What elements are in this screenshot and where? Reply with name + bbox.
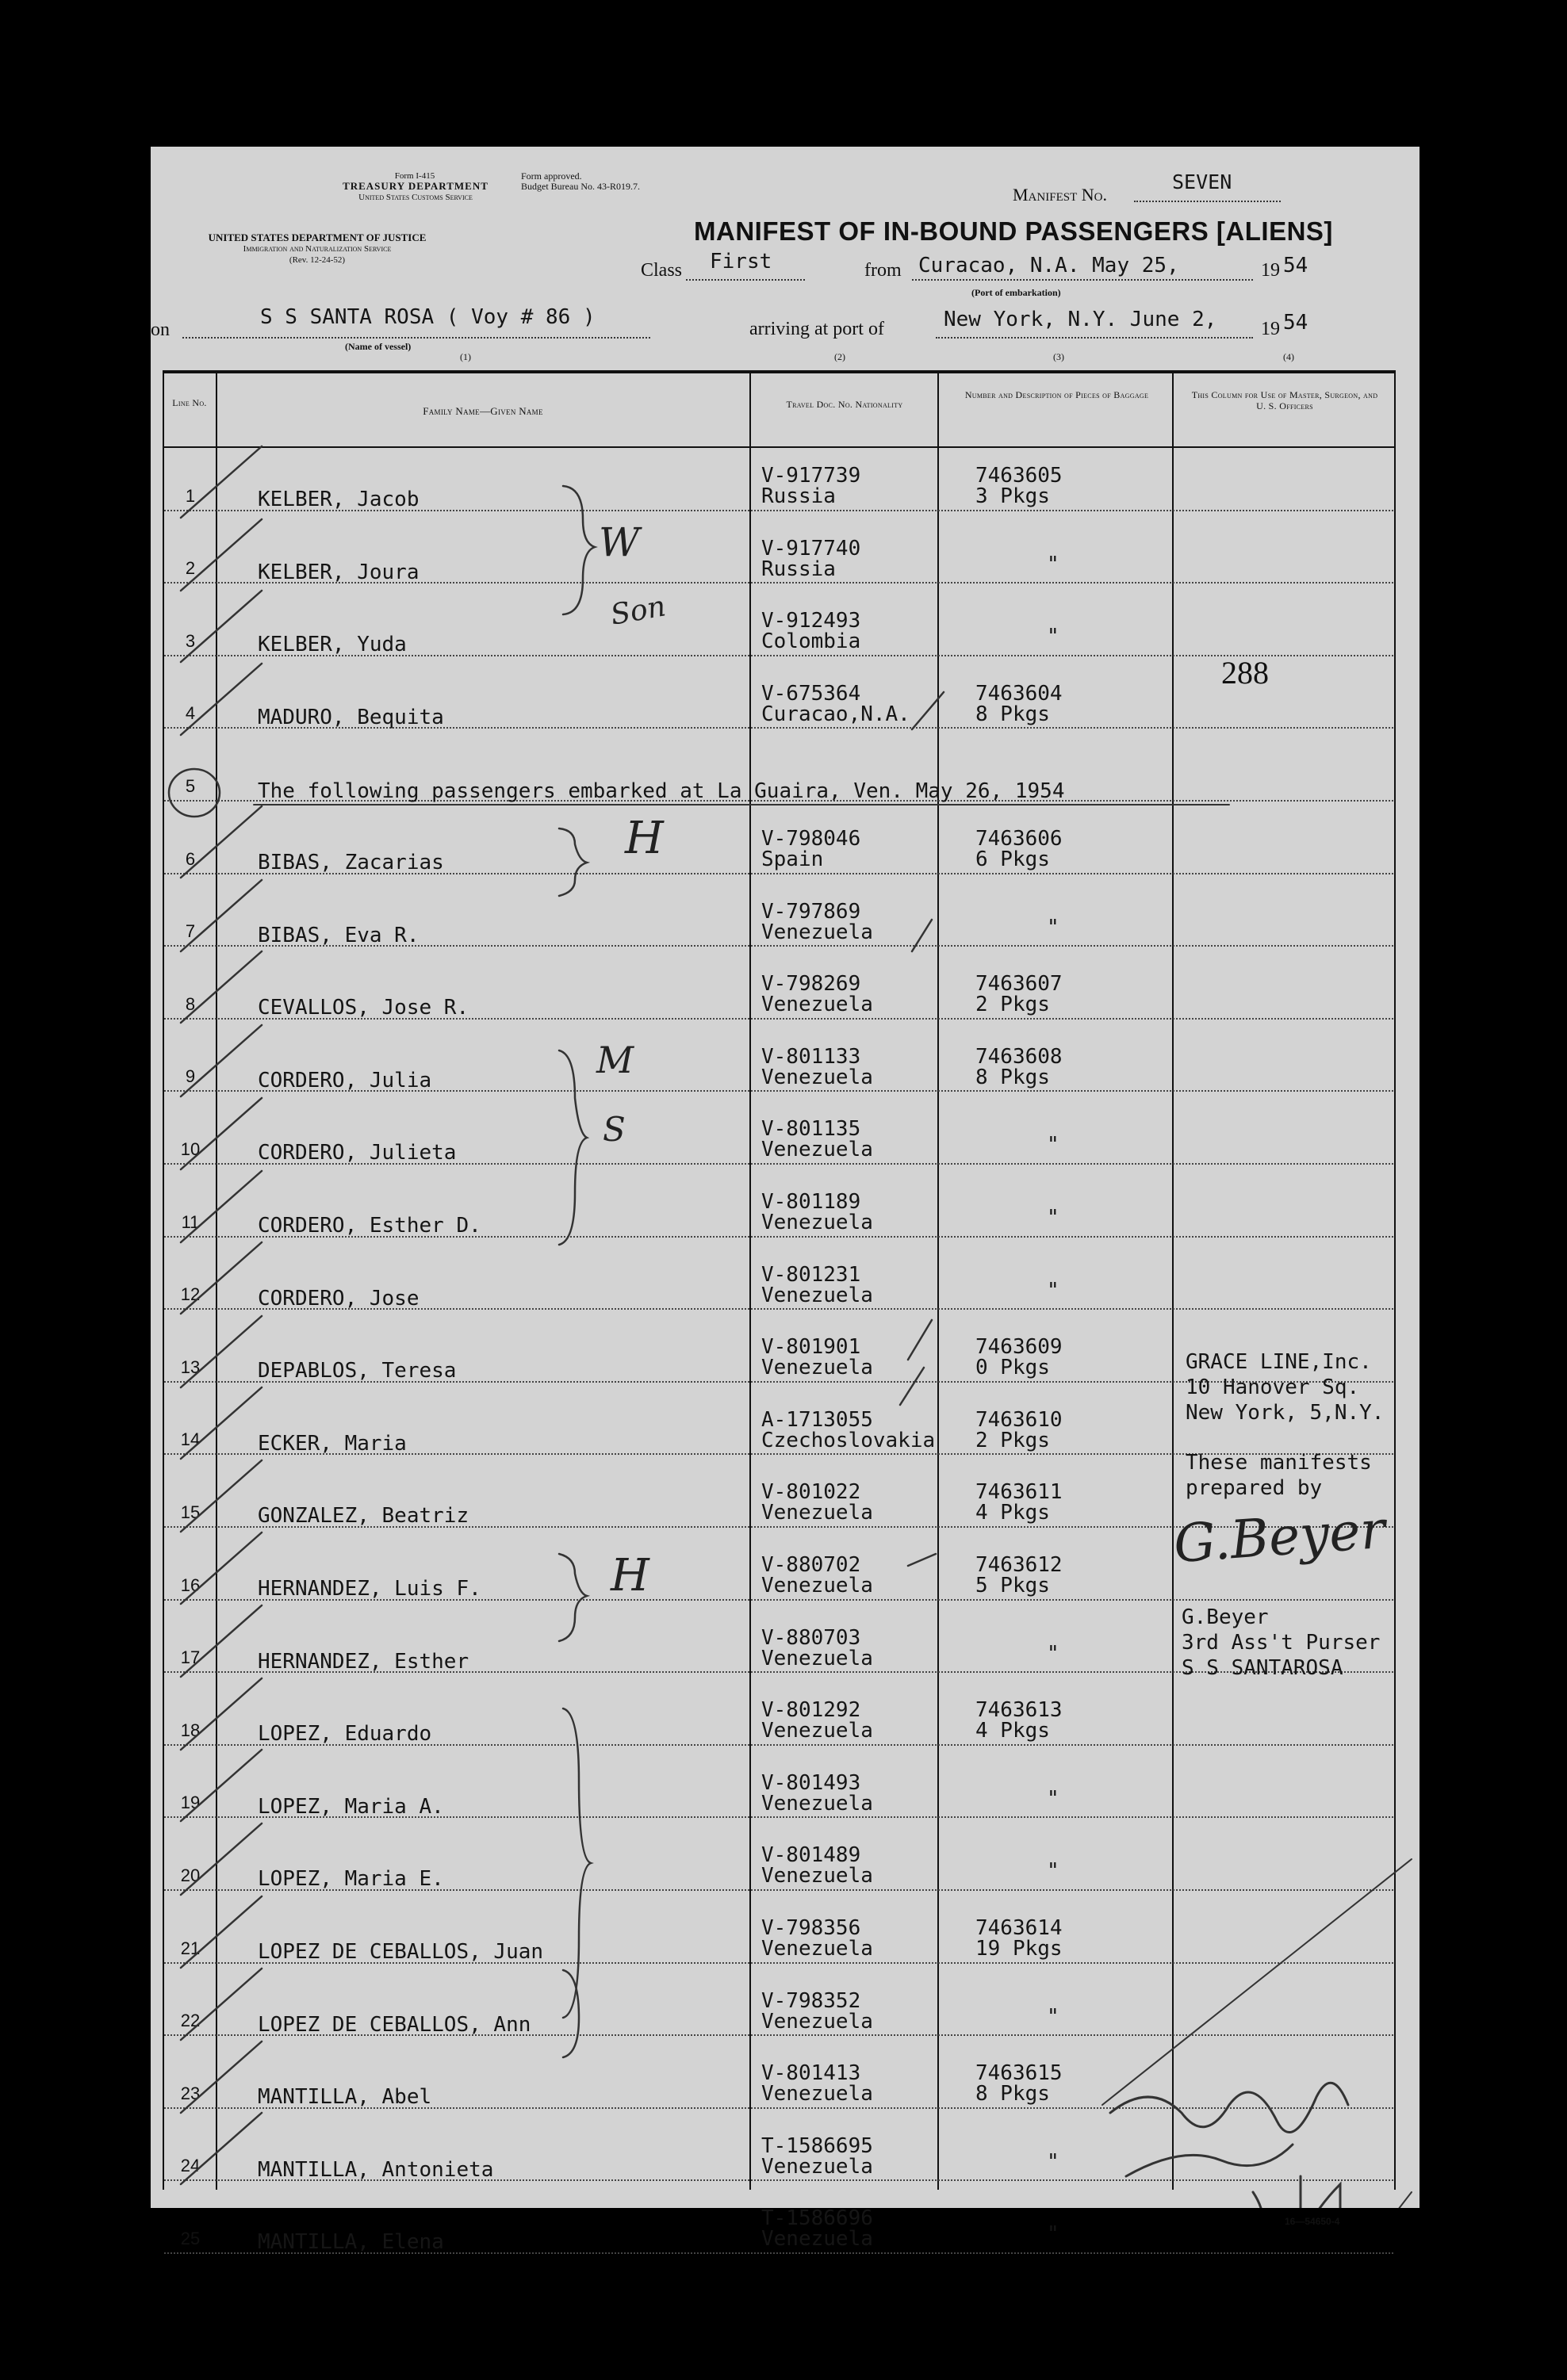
table-row-baggage-pieces: 6 Pkgs	[975, 848, 1050, 871]
table-row-line-number: 9	[185, 1066, 196, 1087]
table-row-doc: V-801413	[761, 2061, 861, 2086]
col-divider-line	[216, 370, 217, 2190]
table-row-nationality: Venezuela	[761, 1574, 873, 1598]
table-row-nationality: Czechoslovakia	[761, 1428, 936, 1452]
table-row-name: MANTILLA, Abel	[258, 2085, 432, 2110]
revision-label: (Rev. 12-24-52)	[289, 255, 346, 265]
table-row-nationality: Curacao,N.A.	[761, 702, 910, 726]
arriving-label: arriving at port of	[749, 319, 884, 339]
arrival-value: New York, N.Y. June 2,	[944, 308, 1217, 331]
table-row-line-number: 7	[185, 921, 196, 942]
table-row-line-number: 3	[185, 630, 196, 651]
table-row-baggage-pieces: 19 Pkgs	[975, 1937, 1063, 1961]
table-row-baggage-pieces: 2 Pkgs	[975, 1428, 1050, 1452]
table-row-doc: A-1713055	[761, 1407, 873, 1432]
table-row-name: CORDERO, Julieta	[258, 1141, 457, 1165]
table-row-baggage-pieces: 5 Pkgs	[975, 1574, 1050, 1598]
table-row-doc: V-798352	[761, 1988, 861, 2013]
signature: G.Beyer	[1171, 1498, 1388, 1575]
table-row-doc: V-801489	[761, 1843, 861, 1868]
manifest-page	[151, 147, 1419, 2255]
table-row-doc: V-798046	[761, 827, 861, 851]
table-row-doc: V-801022	[761, 1480, 861, 1505]
table-row-doc: V-801292	[761, 1698, 861, 1723]
handwritten-h2: H	[611, 1550, 649, 1601]
binder-hole	[62, 1911, 119, 1968]
binder-hole	[78, 300, 135, 357]
vessel-caption: (Name of vessel)	[345, 341, 412, 352]
table-row-name: CORDERO, Jose	[258, 1286, 420, 1311]
table-row-line-number: 16	[180, 1575, 201, 1595]
col-header-officers: This Column for Use of Master, Surgeon, and U. S. Officers	[1191, 389, 1378, 411]
col-divider-name	[749, 370, 751, 2190]
table-row-name: MANTILLA, Antonieta	[258, 2157, 494, 2182]
binder-hole	[62, 1578, 119, 1635]
table-row-baggage-ditto: "	[1047, 1206, 1059, 1230]
table-row-nationality: Venezuela	[761, 1719, 873, 1743]
table-row-doc: V-880702	[761, 1553, 861, 1577]
table-row-line-number: 6	[185, 848, 196, 869]
binder-hole	[62, 1423, 119, 1480]
col-divider-bag	[1172, 370, 1174, 2190]
table-row-baggage-pieces: 2 Pkgs	[975, 993, 1050, 1017]
table-row-name: MANTILLA, Elena	[258, 2230, 444, 2255]
class-value: First	[710, 250, 772, 274]
vessel-dots	[182, 337, 650, 339]
class-dots	[686, 279, 805, 281]
vessel-name: S S SANTA ROSA ( Voy # 86 )	[260, 305, 596, 329]
port-embarkation-caption: (Port of embarkation)	[971, 287, 1061, 298]
table-row-baggage-number: 7463606	[975, 827, 1063, 851]
binder-hole	[62, 2081, 119, 2138]
table-row-nationality: Russia	[761, 484, 836, 508]
table-row-baggage-pieces: 4 Pkgs	[975, 1501, 1050, 1525]
justice-label: UNITED STATES DEPARTMENT OF JUSTICE	[208, 231, 427, 243]
customs-label: United States Customs Service	[358, 193, 473, 202]
prepared-line-2: prepared by	[1186, 1476, 1323, 1500]
table-row-line-number: 10	[180, 1139, 201, 1159]
handwritten-s: S	[603, 1110, 626, 1149]
table-row-nationality: Venezuela	[761, 2082, 873, 2106]
table-row-doc: V-675364	[761, 681, 861, 706]
table-row-baggage-number: 7463611	[975, 1480, 1063, 1505]
table-row-nationality: Venezuela	[761, 920, 873, 944]
table-row-line-number: 18	[180, 1720, 201, 1740]
year-prefix-2: 19	[1261, 319, 1280, 339]
table-row-baggage-number: 7463608	[975, 1044, 1063, 1069]
table-row-baggage-pieces: 8 Pkgs	[975, 1065, 1050, 1089]
table-row-baggage-ditto: "	[1047, 625, 1059, 649]
column-number-4: (4)	[1283, 351, 1294, 362]
table-row-baggage-ditto: "	[1047, 1859, 1059, 1884]
table-row-baggage-number: 7463615	[975, 2061, 1063, 2086]
table-row-baggage-ditto: "	[1047, 1786, 1059, 1811]
year-value-2: 54	[1283, 311, 1308, 335]
table-row-baggage-ditto: "	[1047, 1278, 1059, 1303]
form-approved: Form approved.	[521, 170, 582, 182]
table-row-doc: V-801133	[761, 1044, 861, 1069]
handwritten-m: M	[596, 1039, 634, 1081]
table-row-baggage-pieces: 8 Pkgs	[975, 702, 1050, 726]
table-row-nationality: Venezuela	[761, 1211, 873, 1234]
column-number-2: (2)	[834, 351, 845, 362]
table-row-line-number: 14	[180, 1429, 201, 1450]
table-row-nationality: Spain	[761, 848, 824, 871]
table-row-name: DEPABLOS, Teresa	[258, 1359, 457, 1383]
table-row-line-number: 12	[180, 1284, 201, 1305]
table-row-baggage-ditto: "	[1047, 1133, 1059, 1157]
binder-hole	[62, 1126, 119, 1183]
table-row-nationality: Venezuela	[761, 1501, 873, 1525]
binder-hole	[62, 1268, 119, 1326]
from-dots	[912, 279, 1253, 281]
table-row-line-number: 22	[180, 2011, 201, 2031]
table-row-baggage-number: 7463605	[975, 464, 1063, 488]
table-row-name: BIBAS, Zacarias	[258, 851, 444, 874]
column-number-1: (1)	[460, 351, 471, 362]
table-row-baggage-number: 7463610	[975, 1407, 1063, 1432]
manifest-no-label: Manifest No.	[1013, 185, 1107, 205]
purser-line-1: G.Beyer	[1182, 1605, 1269, 1629]
company-line-2: 10 Hanover Sq.	[1186, 1376, 1360, 1399]
table-row-nationality: Venezuela	[761, 2154, 873, 2179]
binder-hole	[62, 634, 119, 691]
from-label: from	[864, 260, 902, 281]
col-header-name: Family Name—Given Name	[423, 405, 543, 417]
table-row-doc: T-1586695	[761, 2133, 873, 2158]
handwritten-w: W	[599, 519, 640, 565]
col-header-doc: Travel Doc. No. Nationality	[786, 399, 903, 410]
table-row-nationality: Colombia	[761, 629, 861, 654]
table-row-line-number: 13	[180, 1356, 201, 1377]
year-prefix-1: 19	[1261, 260, 1280, 281]
table-row-name: LOPEZ, Maria A.	[258, 1794, 444, 1819]
table-row-line-number: 19	[180, 1793, 201, 1813]
column-number-3: (3)	[1053, 351, 1064, 362]
table-row-baggage-ditto: "	[1047, 2222, 1059, 2247]
table-row-doc: V-917739	[761, 464, 861, 488]
ins-label: Immigration and Naturalization Service	[243, 244, 392, 254]
table-row-nationality: Venezuela	[761, 2009, 873, 2034]
table-row-nationality: Venezuela	[761, 1283, 873, 1307]
binder-hole	[62, 947, 119, 1004]
table-row-name: CEVALLOS, Jose R.	[258, 996, 469, 1020]
header-bottom-rule	[163, 446, 1396, 448]
table-row-doc: V-801231	[761, 1262, 861, 1287]
table-row-baggage-ditto: "	[1047, 2149, 1059, 2174]
table-row-line-number: 2	[185, 558, 196, 579]
on-label: on	[151, 320, 170, 340]
table-row-line-number: 20	[180, 1865, 201, 1885]
table-row-baggage-ditto: "	[1047, 1641, 1059, 1666]
table-row-baggage-ditto: "	[1047, 2004, 1059, 2029]
table-row-baggage-number: 7463614	[975, 1916, 1063, 1940]
table-row-name: HERNANDEZ, Luis F.	[258, 1577, 481, 1601]
table-row-name: HERNANDEZ, Esther	[258, 1649, 469, 1674]
binder-hole	[62, 1748, 119, 1805]
handwritten-son: Son	[607, 590, 669, 632]
table-row-name: LOPEZ, Maria E.	[258, 1867, 444, 1892]
table-row-name: BIBAS, Eva R.	[258, 923, 420, 947]
table-row-doc: V-912493	[761, 609, 861, 633]
table-row-baggage-pieces: 3 Pkgs	[975, 484, 1050, 508]
table-row-baggage-ditto: "	[1047, 915, 1059, 939]
budget-bureau: Budget Bureau No. 43-R019.7.	[521, 181, 640, 192]
handwritten-h: H	[625, 813, 664, 864]
prepared-line-1: These manifests	[1186, 1451, 1372, 1475]
table-row-nationality: Venezuela	[761, 1646, 873, 1670]
table-row-line-number: 25	[180, 2229, 201, 2248]
table-row-nationality: Venezuela	[761, 993, 873, 1017]
col-header-baggage: Number and Description of Pieces of Baggage	[964, 389, 1149, 400]
binder-hole	[78, 181, 135, 238]
purser-line-3: S S SANTAROSA	[1182, 1656, 1343, 1680]
table-row-name: KELBER, Yuda	[258, 633, 407, 657]
table-row-line-number: 17	[180, 1647, 201, 1668]
table-row-line-number: 23	[180, 2083, 201, 2103]
table-row-baggage-number: 7463607	[975, 972, 1063, 997]
table-row-nationality: Venezuela	[761, 1065, 873, 1089]
table-row-name: ECKER, Maria	[258, 1431, 407, 1456]
table-row-nationality: Russia	[761, 557, 836, 581]
class-label: Class	[641, 260, 683, 281]
table-row-baggage-number: 7463609	[975, 1335, 1063, 1360]
year-value-1: 54	[1283, 254, 1308, 277]
table-row-line-number: 1	[185, 485, 196, 506]
table-row-nationality: Venezuela	[761, 1138, 873, 1162]
col-divider-doc	[937, 370, 939, 2190]
table-row-doc: T-1586696	[761, 2206, 873, 2231]
treasury-label: TREASURY DEPARTMENT	[343, 180, 488, 192]
table-row-nationality: Venezuela	[761, 1356, 873, 1380]
table-row-baggage-pieces: 4 Pkgs	[975, 1719, 1050, 1743]
table-row-name: GONZALEZ, Beatriz	[258, 1504, 469, 1529]
table-row-line-number: 4	[185, 703, 196, 724]
table-row-nationality: Venezuela	[761, 1937, 873, 1961]
from-value: Curacao, N.A. May 25,	[918, 254, 1179, 277]
company-line-3: New York, 5,N.Y.	[1186, 1401, 1385, 1425]
table-row-name: KELBER, Joura	[258, 560, 420, 584]
table-row-baggage-number: 7463604	[975, 681, 1063, 706]
table-row-line-number: 15	[180, 1502, 201, 1522]
table-row-name: CORDERO, Julia	[258, 1068, 432, 1092]
manifest-title: MANIFEST OF IN-BOUND PASSENGERS [ALIENS]	[694, 216, 1333, 246]
table-row-line-number: 21	[180, 1938, 201, 1958]
company-line-1: GRACE LINE,Inc.	[1186, 1350, 1372, 1374]
form-number: Form I-415	[394, 171, 435, 181]
table-row-baggage-ditto: "	[1047, 552, 1059, 576]
table-row-nationality: Venezuela	[761, 1864, 873, 1888]
table-row-doc: V-798269	[761, 972, 861, 997]
table-row-name: LOPEZ DE CEBALLOS, Juan	[258, 1940, 544, 1964]
table-row-baggage-number: 7463612	[975, 1553, 1063, 1577]
table-row-baggage-pieces: 8 Pkgs	[975, 2082, 1050, 2106]
table-row-doc: V-797869	[761, 899, 861, 924]
purser-line-2: 3rd Ass't Purser	[1182, 1631, 1381, 1655]
table-row-doc: V-801493	[761, 1770, 861, 1795]
table-row-line-number: 8	[185, 993, 196, 1014]
table-row-doc: V-801901	[761, 1335, 861, 1360]
table-row-name: CORDERO, Esther D.	[258, 1214, 481, 1238]
table-row-nationality: Venezuela	[761, 2227, 873, 2252]
table-row-name: LOPEZ, Eduardo	[258, 1722, 432, 1747]
table-row-doc: V-798356	[761, 1916, 861, 1940]
table-row-line-number: 11	[181, 1211, 200, 1232]
embark-note: The following passengers embarked at La Guaira, Ven. May 26, 1954	[258, 779, 1065, 804]
handwriting-strokes	[151, 147, 1419, 2208]
footer-code: 16—54650-4	[1285, 2216, 1340, 2227]
table-left-rule	[163, 370, 164, 2190]
table-row-doc: V-801189	[761, 1190, 861, 1214]
table-row-doc: V-880703	[761, 1625, 861, 1650]
table-right-rule	[1394, 370, 1396, 2190]
table-row-name: KELBER, Jacob	[258, 488, 420, 511]
table-top-rule	[163, 370, 1396, 373]
manifest-no-value: SEVEN	[1172, 170, 1232, 193]
table-row-name: MADURO, Bequita	[258, 705, 444, 729]
manifest-no-dots	[1134, 201, 1281, 202]
table-row-line-number: 24	[180, 2156, 201, 2176]
col-header-line-no: Line No.	[172, 397, 207, 408]
table-row-nationality: Venezuela	[761, 1791, 873, 1816]
table-row-doc: V-801135	[761, 1117, 861, 1142]
officer-number: 288	[1221, 655, 1269, 691]
table-row-baggage-pieces: 0 Pkgs	[975, 1356, 1050, 1380]
table-row-line-number: 5	[185, 776, 196, 796]
arrival-dots	[936, 337, 1253, 339]
table-row-doc: V-917740	[761, 536, 861, 561]
table-row-baggage-number: 7463613	[975, 1698, 1063, 1723]
table-row-name: LOPEZ DE CEBALLOS, Ann	[258, 2012, 531, 2037]
